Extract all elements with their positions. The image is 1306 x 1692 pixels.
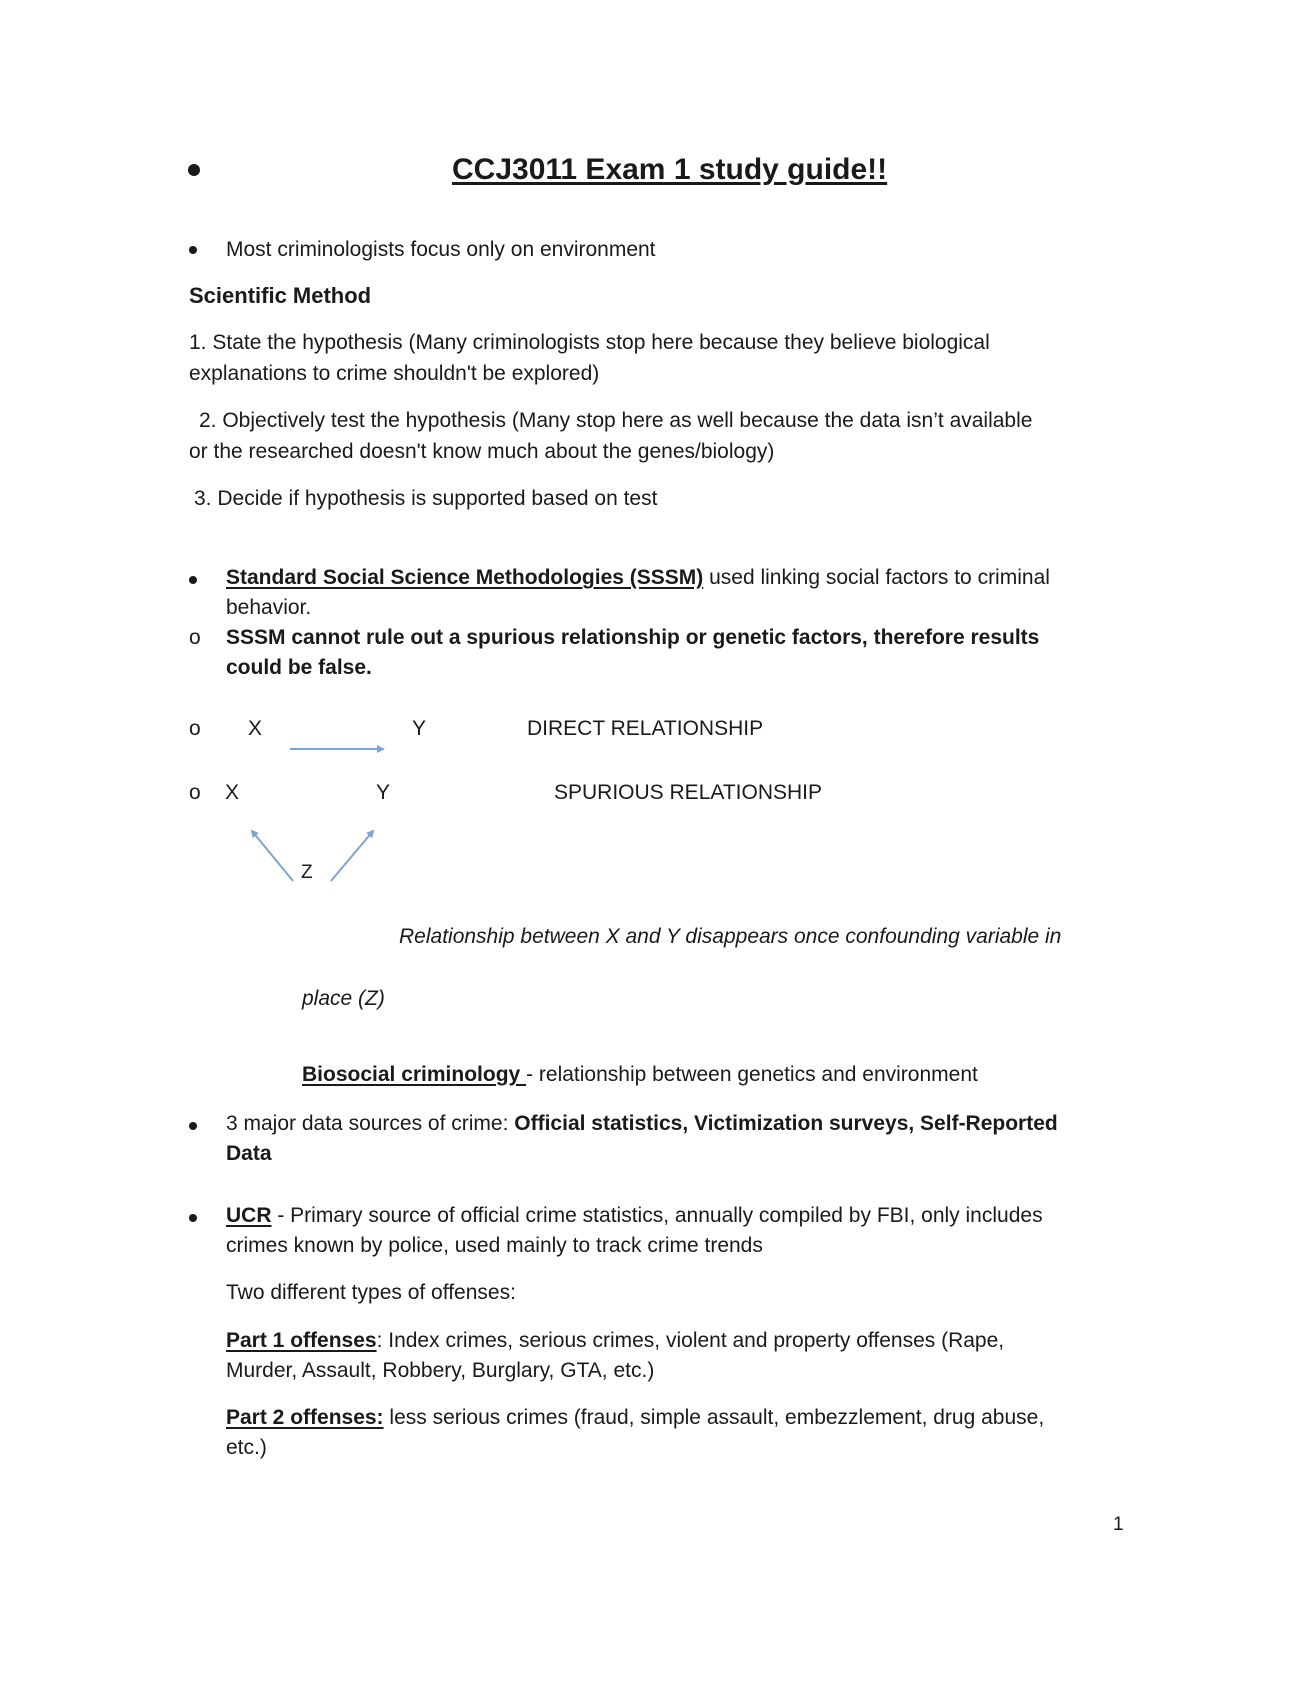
spurious-y: Y — [376, 781, 391, 804]
data-sources-prefix: 3 major data sources of crime: — [226, 1112, 515, 1135]
part2-rest-1: less serious crimes (fraud, simple assault, embezzlement, drug abuse, — [383, 1406, 1045, 1429]
part2-term: Part 2 offenses: — [226, 1406, 384, 1429]
ucr-rest-1: - Primary source of official crime statistics, annually compiled by FBI, only includes — [271, 1204, 1043, 1227]
biosocial-rest: - relationship between genetics and environment — [526, 1063, 978, 1086]
step-2-line1: 2. Objectively test the hypothesis (Many stop here as well because the data isn’t available — [199, 409, 1033, 432]
sssm-rest-1: used linking social factors to criminal — [703, 566, 1050, 589]
sssm-line2: behavior. — [226, 596, 312, 619]
direct-y: Y — [412, 717, 427, 740]
step-2-line2: or the researched doesn't know much about the genes/biology) — [189, 440, 775, 463]
direct-label: DIRECT RELATIONSHIP — [527, 717, 764, 740]
direct-marker: o — [189, 717, 201, 740]
intro-bullet-text: Most criminologists focus only on environment — [226, 238, 656, 261]
spurious-note-line1: Relationship between X and Y disappears once confounding variable in — [399, 925, 1062, 948]
part1-line1 — [226, 1325, 1004, 1356]
spurious-x: X — [225, 781, 240, 804]
z-to-y-arrow — [331, 831, 373, 881]
sssm-sub-line2: could be false. — [226, 656, 372, 679]
ucr-term: UCR — [226, 1204, 272, 1227]
biosocial-term: Biosocial criminology — [302, 1063, 527, 1086]
part2-line2: etc.) — [226, 1436, 267, 1459]
ucr-line2: crimes known by police, used mainly to track crime trends — [226, 1234, 763, 1257]
page-number: 1 — [1113, 1514, 1124, 1535]
data-sources-line1 — [226, 1108, 1058, 1139]
part2-line1 — [226, 1402, 1044, 1433]
spurious-marker: o — [189, 781, 201, 804]
data-sources-bullet-dot — [189, 1122, 197, 1130]
biosocial-line — [302, 1059, 978, 1090]
part1-line2: Murder, Assault, Robbery, Burglary, GTA, etc.) — [226, 1359, 655, 1382]
z-to-x-arrow — [252, 831, 293, 881]
page-title: CCJ3011 Exam 1 study guide!! — [452, 153, 888, 186]
direct-x: X — [248, 717, 263, 740]
sssm-sub-marker: o — [189, 626, 201, 649]
spurious-label: SPURIOUS RELATIONSHIP — [554, 781, 822, 804]
ucr-types-intro: Two different types of offenses: — [226, 1281, 516, 1304]
step-3-line1: 3. Decide if hypothesis is supported based on test — [194, 487, 658, 510]
part1-rest-1: : Index crimes, serious crimes, violent and property offenses (Rape, — [376, 1329, 1005, 1352]
ucr-line1 — [226, 1200, 1043, 1231]
part1-term: Part 1 offenses — [226, 1329, 377, 1352]
sssm-sub-line1: SSSM cannot rule out a spurious relationship or genetic factors, therefore results — [226, 626, 1040, 649]
data-sources-list: Official statistics, Victimization surveys, Self-Reported — [514, 1112, 1058, 1135]
ucr-bullet-dot — [189, 1214, 197, 1222]
spurious-note-line2: place (Z) — [302, 987, 385, 1010]
step-1-line1: 1. State the hypothesis (Many criminologists stop here because they believe biological — [189, 331, 990, 354]
sssm-term: Standard Social Science Methodologies (SSSM) — [226, 566, 704, 589]
step-1-line2: explanations to crime shouldn't be explored) — [189, 362, 600, 385]
data-sources-line2: Data — [226, 1142, 272, 1165]
scientific-method-heading: Scientific Method — [189, 283, 372, 308]
spurious-z: Z — [301, 862, 313, 883]
